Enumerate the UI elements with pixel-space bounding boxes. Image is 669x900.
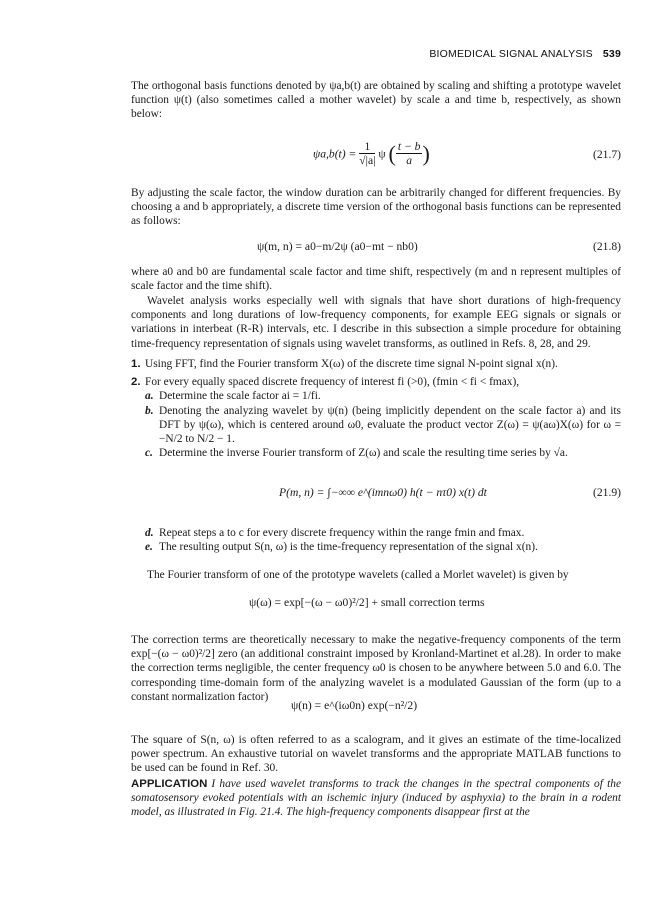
substep-marker: c. [145, 447, 153, 460]
step-marker: 1. [131, 358, 141, 370]
morlet-paragraph: The Fourier transform of one of the prototype wavelets (called a Morlet wavelet) is given by [147, 569, 569, 581]
equation-morlet [131, 596, 621, 612]
eq-21-7-inner-fraction [396, 140, 423, 168]
equation-21-9 [131, 486, 621, 506]
substep-text: The resulting output S(n, ω) is the time-frequency representation of the signal x(n). [159, 541, 538, 554]
substep-marker: e. [145, 541, 153, 554]
eq-21-7-fraction [359, 140, 375, 168]
eq-21-7-numerator: 1 [359, 140, 375, 154]
substep-text: Repeat steps a to c for every discrete frequency within the range fmin and fmax. [159, 527, 525, 539]
equation-21-8 [131, 240, 621, 256]
running-title: BIOMEDICAL SIGNAL ANALYSIS [429, 48, 593, 60]
eq-morlet-body: ψ(ω) = exp[−(ω − ω0)²/2] + small correction terms [249, 596, 485, 609]
eq-21-7-denominator: √|a| [359, 154, 376, 167]
eq-21-7-lhs: ψa,b(t) = [313, 147, 357, 161]
intro-paragraph: The orthogonal basis functions denoted by ψa,b(t) are obtained by scaling and shifting a prototype wavelet function ψ(t) (also sometimes called a mother wavelet) by scale a and time b, respectively, as shown below: [131, 80, 621, 121]
eq-time-body: ψ(n) = e^(iω0n) exp(−n²/2) [291, 699, 418, 712]
substep-marker: d. [145, 527, 154, 539]
where-paragraph: where a0 and b0 are fundamental scale factor and time shift, respectively (m and n represent multiples of scale factor and the time shift). [131, 266, 621, 293]
sub-list-item [131, 540, 621, 554]
eq-21-8-body: ψ(m, n) = a0−m/2ψ (a0−mt − nb0) [257, 240, 418, 253]
equation-21-7: ψa,b(t) = $\frac{1}{√|a|}$ ψ ( $\frac{t - b}{a}$ ) (21.7) [313, 140, 621, 167]
step-text: Using FFT, find the Fourier transform X(ω) of the discrete time signal N-point signal x(n). [145, 358, 558, 370]
page-number: 539 [602, 48, 621, 60]
equation-time-domain [131, 699, 621, 715]
procedure-steps [131, 357, 621, 460]
substep-text: Determine the inverse Fourier transform of Z(ω) and scale the resulting time series by √a. [159, 447, 568, 460]
scalogram-paragraph: The square of S(n, ω) is often referred to as a scalogram, and it gives an estimate of the time-localized power spectrum. An exhaustive tutorial on wavelet transforms and the appropriate MATLAB functions to be used can be found in Ref. 30. [131, 734, 621, 775]
list-item [131, 375, 621, 389]
correction-paragraph: The correction terms are theoretically necessary to make the negative-frequency components of the term exp[−(ω − ω0)²/2] zero (an additional constraint imposed by Kronland-Martinet et al.28). In order to make the correction terms negligible, the center frequency ω0 is chosen to be anywhere between 5.0 and 6.0. The corresponding time-domain form of the analyzing wavelet is a modulated Gaussian of the form (up to a constant normalization factor) [131, 634, 621, 703]
eq-21-7-inner-numerator: t − b [397, 140, 421, 153]
substep-text: Determine the scale factor ai = 1/fi. [159, 390, 321, 403]
eq-21-7-psi: ψ [378, 147, 386, 161]
substep-marker: b. [145, 404, 154, 417]
application-paragraph [131, 777, 621, 820]
sub-list-item [131, 389, 621, 403]
step-marker: 2. [131, 376, 141, 389]
sub-list-item [131, 404, 621, 447]
eq-21-7-number: (21.7) [592, 148, 621, 161]
eq-21-9-number: (21.9) [592, 486, 621, 499]
step-text: For every equally spaced discrete frequency of interest fi (>0), (fmin < fi < fmax), [145, 376, 520, 389]
running-header [429, 48, 621, 60]
substep-marker: a. [145, 390, 154, 403]
application-text: I have used wavelet transforms to track the changes in the spectral components of the somatosensory evoked potentials with an ischemic injury (induced by asphyxia) to the brain in a rodent model, as illustrated in Fig. 21.4. The high-frequency components disappear first at the [131, 778, 621, 819]
procedure-substeps-continued [131, 526, 621, 554]
sub-list-item [131, 526, 621, 540]
eq-21-8-number: (21.8) [592, 240, 621, 253]
substep-text: Denoting the analyzing wavelet by ψ(n) (being implicitly dependent on the scale factor a) and its DFT by ψ(ω), which is centered around ω0, evaluate the product vector Z(ω) = ψ(aω)X(ω) for ω = −N/2 to N/2 − 1. [159, 404, 621, 446]
eq-21-9-body: P(m, n) = ∫−∞∞ e^(imnω0) h(t − nτ0) x(t) dt [279, 486, 487, 499]
scale-paragraph: By adjusting the scale factor, the window duration can be arbitrarily changed for different frequencies. By choosing a and b appropriately, a discrete time version of the orthogonal basis functions can be represented as follows: [131, 187, 621, 228]
eq-21-7-inner-denominator: a [406, 154, 413, 167]
list-item [131, 357, 621, 371]
application-keyword: APPLICATION [131, 778, 208, 790]
sub-list-item [131, 446, 621, 460]
analysis-paragraph: Wavelet analysis works especially well with signals that have short durations of high-frequency components and long durations of low-frequency components, for example EEG signals or signals or variations in interbeat (R-R) intervals, etc. I describe in this subsection a simple procedure for obtaining time-frequency representation of signals using wavelet transforms, as outlined in Refs. 8, 28, and 29. [131, 295, 621, 350]
